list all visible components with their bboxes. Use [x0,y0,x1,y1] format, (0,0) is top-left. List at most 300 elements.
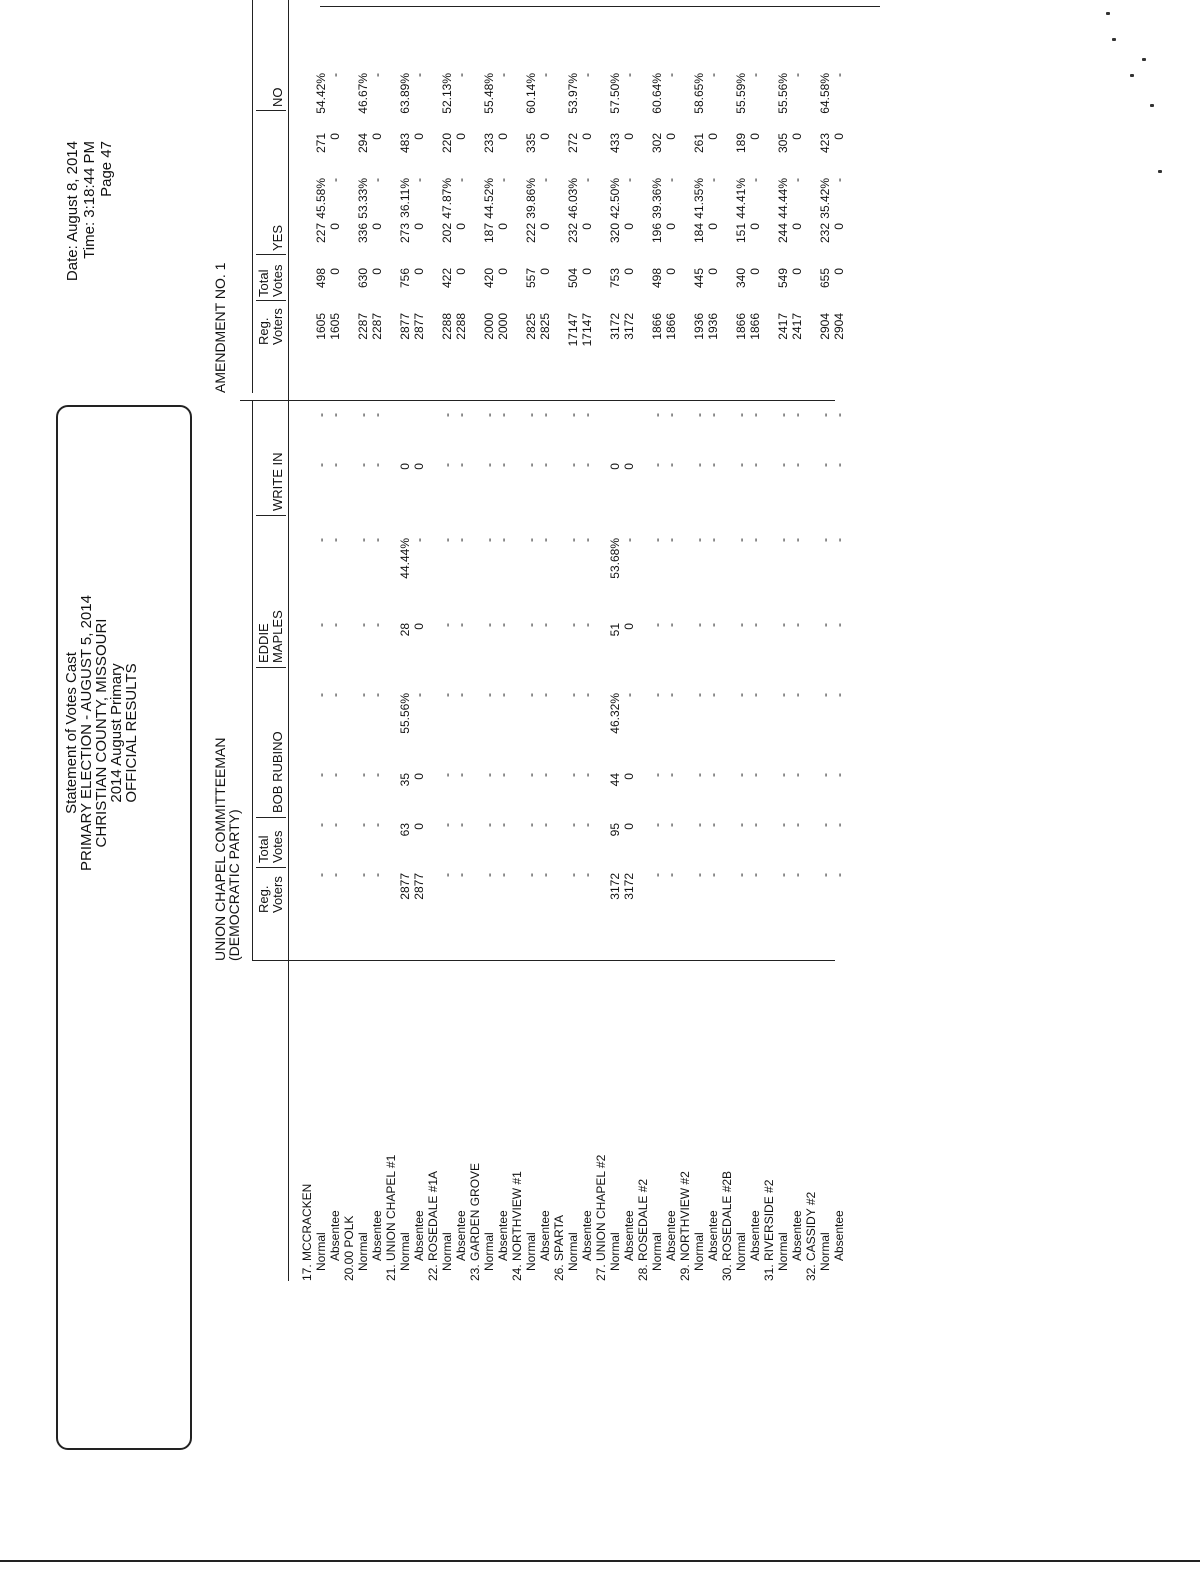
amendment-cell: 271 [314,133,328,154]
amendment-cell: 2000 [496,313,510,340]
table-row [440,0,454,1573]
amendment-cell: 17147 [580,313,594,347]
committeeman-cell: - [314,463,328,467]
committeeman-cell: - [748,538,762,542]
vote-type-label: Absentee [454,1210,468,1261]
table-row [356,0,370,1573]
committeeman-cell: - [790,773,804,777]
committeeman-cell: - [748,623,762,627]
committeeman-cell: - [496,773,510,777]
precinct-row [384,0,398,1573]
amendment-cell: 44.41% [734,178,748,219]
committeeman-cell: - [818,773,832,777]
amendment-cell: 2877 [398,313,412,340]
col-divider [256,110,286,111]
amendment-cell: 1605 [314,313,328,340]
committeeman-cell: - [370,538,384,542]
table-row [314,0,328,1573]
col-divider [256,300,286,301]
committeeman-cell: - [440,413,454,417]
committeeman-cell: - [356,823,370,827]
amendment-cell: 504 [566,268,580,289]
committeeman-cell: - [370,413,384,417]
committeeman-cell: - [524,623,538,627]
amendment-cell: - [622,178,636,182]
committeeman-cell: - [328,623,342,627]
amendment-cell: 0 [622,133,636,140]
amendment-cell: - [454,178,468,182]
committeeman-cell: - [454,873,468,877]
amendment-cell: - [328,73,342,77]
amendment-cell: - [538,178,552,182]
committeeman-cell: - [650,538,664,542]
committeeman-cell: - [482,413,496,417]
amendment-cell: 445 [692,268,706,289]
amendment-cell: 53.97% [566,73,580,114]
amendment-cell: 3172 [622,313,636,340]
committeeman-cell: - [650,873,664,877]
committeeman-cell: 46.32% [608,693,622,734]
committeeman-cell: - [328,693,342,697]
contest1-title: UNION CHAPEL COMMITTEEMAN [212,737,228,961]
committeeman-cell: - [818,623,832,627]
committeeman-cell: - [454,773,468,777]
amendment-cell: 423 [818,133,832,154]
amendment-cell: 336 [356,223,370,244]
committeeman-cell: - [692,538,706,542]
committeeman-cell: - [496,538,510,542]
amendment-cell: 272 [566,133,580,154]
amendment-cell: 47.87% [440,178,454,219]
amendment-cell: 0 [370,133,384,140]
amendment-cell: 35.42% [818,178,832,219]
table-row [580,0,594,1573]
amendment-cell: 0 [622,223,636,230]
table-row [454,0,468,1573]
amendment-cell: 1936 [706,313,720,340]
committeeman-cell: - [706,693,720,697]
precinct-name: 20.00 POLK [342,1215,356,1281]
committeeman-cell: - [818,873,832,877]
amendment-cell: 422 [440,268,454,289]
committeeman-cell: - [356,538,370,542]
committeeman-cell: 0 [398,463,412,470]
amendment-cell: 46.67% [356,73,370,114]
contest2-total-header-2: Votes [270,264,285,297]
committeeman-cell: - [692,823,706,827]
amendment-cell: - [370,178,384,182]
amendment-cell: 335 [524,133,538,154]
table-row [664,0,678,1573]
election-name: PRIMARY ELECTION - AUGUST 5, 2014 [78,595,95,871]
committeeman-cell: - [314,693,328,697]
report-meta [64,141,115,291]
amendment-cell: 189 [734,133,748,154]
table-row [398,0,412,1573]
amendment-cell: 220 [440,133,454,154]
committeeman-cell: - [328,873,342,877]
committeeman-cell: - [818,413,832,417]
committeeman-cell: - [370,823,384,827]
amendment-cell: 2287 [356,313,370,340]
committeeman-cell: 63 [398,823,412,837]
amendment-cell: - [370,73,384,77]
table-row [706,0,720,1573]
committeeman-cell: - [496,873,510,877]
amendment-cell: 0 [496,223,510,230]
committeeman-cell: - [734,693,748,697]
committeeman-cell: - [776,873,790,877]
committeeman-cell: - [524,823,538,827]
contest2-header-rule [252,0,253,393]
committeeman-cell: - [538,538,552,542]
committeeman-cell: - [482,463,496,467]
amendment-cell: 433 [608,133,622,154]
amendment-cell: 39.36% [650,178,664,219]
col-divider [256,515,286,516]
amendment-cell: 2877 [412,313,426,340]
table-row [734,0,748,1573]
vote-type-label: Normal [776,1232,790,1271]
precinct-name: 22. ROSEDALE #1A [426,1170,440,1281]
vote-type-label: Absentee [412,1210,426,1261]
committeeman-cell: - [580,823,594,827]
committeeman-cell: - [440,623,454,627]
precinct-row [720,0,734,1573]
amendment-cell: 44.52% [482,178,496,219]
candidate-eddie-maples-1: EDDIE [256,623,271,663]
committeeman-cell: - [706,623,720,627]
table-row [608,0,622,1573]
committeeman-cell: - [328,413,342,417]
contest2-title: AMENDMENT NO. 1 [212,262,228,393]
amendment-cell: - [706,178,720,182]
committeeman-cell: 3172 [608,873,622,900]
committeeman-cell: - [482,538,496,542]
col-divider [256,867,286,868]
committeeman-cell: - [650,693,664,697]
amendment-cell: 184 [692,223,706,244]
committeeman-cell: - [818,463,832,467]
amendment-cell: 756 [398,268,412,289]
vote-type-label: Absentee [370,1210,384,1261]
committeeman-cell: - [538,823,552,827]
committeeman-cell: - [440,538,454,542]
committeeman-cell: - [440,873,454,877]
committeeman-cell: - [706,463,720,467]
committeeman-cell: - [748,413,762,417]
amendment-cell: 498 [314,268,328,289]
amendment-cell: 0 [412,133,426,140]
amendment-cell: 0 [832,223,846,230]
vote-type-label: Normal [608,1232,622,1271]
committeeman-cell: 0 [622,773,636,780]
amendment-cell: 0 [328,223,342,230]
vote-type-label: Normal [818,1232,832,1271]
precinct-row [762,0,776,1573]
committeeman-cell: 35 [398,773,412,787]
amendment-cell: 42.50% [608,178,622,219]
contest1-total-header-2: Votes [270,830,285,863]
committeeman-cell: - [776,693,790,697]
committeeman-cell: - [790,623,804,627]
amendment-cell: 0 [580,268,594,275]
precinct-name: 21. UNION CHAPEL #1 [384,1154,398,1281]
page-number: Page 47 [98,141,115,197]
election-subtitle: 2014 August Primary [108,663,125,803]
amendment-cell: 0 [328,133,342,140]
amendment-cell: - [412,178,426,182]
committeeman-cell: - [748,823,762,827]
committeeman-cell: - [370,773,384,777]
amendment-cell: 57.50% [608,73,622,114]
amendment-cell: 227 [314,223,328,244]
committeeman-cell: 2877 [398,873,412,900]
amendment-cell: 232 [566,223,580,244]
committeeman-cell: - [482,623,496,627]
candidate-write-in: WRITE IN [270,452,285,511]
committeeman-cell: - [440,823,454,827]
report-date: Date: August 8, 2014 [64,141,81,282]
committeeman-cell: - [790,823,804,827]
committeeman-cell: 0 [412,463,426,470]
vote-type-label: Absentee [328,1210,342,1261]
amendment-cell: 0 [706,268,720,275]
amendment-cell: - [622,73,636,77]
committeeman-cell: - [664,823,678,827]
vote-type-label: Absentee [538,1210,552,1261]
committeeman-cell: - [538,693,552,697]
committeeman-cell: - [734,823,748,827]
table-row [622,0,636,1573]
amendment-cell: 261 [692,133,706,154]
committeeman-cell: - [328,823,342,827]
amendment-cell: 0 [706,223,720,230]
committeeman-cell: - [664,693,678,697]
committeeman-cell: - [664,413,678,417]
committeeman-cell: - [412,538,426,542]
amendment-cell: 0 [706,133,720,140]
committeeman-cell: 28 [398,623,412,637]
committeeman-cell: - [580,873,594,877]
committeeman-cell: - [454,538,468,542]
amendment-cell: 320 [608,223,622,244]
amendment-cell: - [664,73,678,77]
amendment-cell: - [412,73,426,77]
committeeman-cell: - [482,823,496,827]
amendment-cell: 232 [818,223,832,244]
contest1-subtitle: (DEMOCRATIC PARTY) [226,809,242,961]
committeeman-cell: - [748,463,762,467]
vote-type-label: Normal [650,1232,664,1271]
committeeman-cell: - [790,693,804,697]
committeeman-cell: - [776,773,790,777]
amendment-yes-header: YES [270,224,285,251]
vote-type-label: Normal [314,1232,328,1271]
precinct-name: 26. SPARTA [552,1214,566,1281]
committeeman-cell: - [412,693,426,697]
amendment-cell: 0 [664,133,678,140]
vote-type-label: Absentee [664,1210,678,1261]
amendment-cell: 0 [454,268,468,275]
committeeman-cell: - [580,538,594,542]
amendment-cell: - [580,178,594,182]
committeeman-cell: - [664,623,678,627]
committeeman-cell: 3172 [622,873,636,900]
committeeman-cell: - [664,773,678,777]
amendment-cell: 420 [482,268,496,289]
committeeman-cell: - [664,463,678,467]
committeeman-cell: - [566,413,580,417]
committeeman-cell: - [496,623,510,627]
committeeman-cell: - [818,693,832,697]
committeeman-cell: - [706,823,720,827]
vote-type-label: Normal [566,1232,580,1271]
contest2-total-header-1: Total [256,269,271,297]
table-row [776,0,790,1573]
table-row [524,0,538,1573]
precinct-name: 28. ROSEDALE #2 [636,1178,650,1281]
committeeman-cell: - [748,773,762,777]
committeeman-cell: - [706,538,720,542]
committeeman-cell: - [734,413,748,417]
amendment-cell: 3172 [608,313,622,340]
col-divider [256,817,286,818]
committeeman-cell: - [538,773,552,777]
committeeman-cell: - [734,463,748,467]
committeeman-cell: - [524,773,538,777]
committeeman-cell: 55.56% [398,693,412,734]
amendment-cell: 630 [356,268,370,289]
committeeman-cell: - [692,873,706,877]
report-title: Statement of Votes Cast [63,652,80,814]
committeeman-cell: - [496,693,510,697]
amendment-cell: 2417 [776,313,790,340]
committeeman-cell: - [538,413,552,417]
candidate-bob-rubino: BOB RUBINO [270,731,285,813]
committeeman-cell: - [482,873,496,877]
table-row [370,0,384,1573]
table-row [496,0,510,1573]
amendment-cell: - [538,73,552,77]
amendment-cell: 0 [538,268,552,275]
amendment-cell: 1866 [748,313,762,340]
contest1-header-rule [252,401,253,961]
precinct-row [426,0,440,1573]
committeeman-cell: - [440,463,454,467]
committeeman-cell: - [328,538,342,542]
amendment-cell: - [832,178,846,182]
vote-type-label: Normal [524,1232,538,1271]
amendment-cell: 222 [524,223,538,244]
precinct-row [804,0,818,1573]
committeeman-cell: - [692,463,706,467]
amendment-cell: 52.13% [440,73,454,114]
amendment-cell: 2287 [370,313,384,340]
committeeman-cell: 2877 [412,873,426,900]
amendment-cell: 0 [580,223,594,230]
amendment-cell: 55.59% [734,73,748,114]
committeeman-cell: 0 [412,623,426,630]
amendment-cell: 63.89% [398,73,412,114]
committeeman-cell: - [356,413,370,417]
committeeman-cell: - [454,823,468,827]
amendment-cell: 0 [370,268,384,275]
committeeman-cell: - [496,413,510,417]
committeeman-cell: - [832,538,846,542]
committeeman-cell: - [790,463,804,467]
committeeman-cell: - [356,463,370,467]
amendment-cell: 233 [482,133,496,154]
amendment-cell: 0 [538,133,552,140]
table-row [748,0,762,1573]
amendment-cell: 1866 [650,313,664,340]
precinct-name: 31. RIVERSIDE #2 [762,1179,776,1281]
precinct-row [300,0,314,1573]
committeeman-cell: - [692,413,706,417]
committeeman-cell: - [482,773,496,777]
committeeman-cell: - [370,693,384,697]
amendment-cell: 340 [734,268,748,289]
committeeman-cell: - [440,693,454,697]
committeeman-cell: - [832,693,846,697]
amendment-cell: 0 [622,268,636,275]
committeeman-cell: - [496,823,510,827]
amendment-cell: 2288 [454,313,468,340]
committeeman-cell: - [706,873,720,877]
committeeman-cell: - [328,773,342,777]
committeeman-cell: - [832,873,846,877]
precinct-row [678,0,692,1573]
table-row [832,0,846,1573]
amendment-cell: 0 [790,268,804,275]
amendment-cell: 0 [412,268,426,275]
amendment-cell: 202 [440,223,454,244]
amendment-cell: 54.42% [314,73,328,114]
committeeman-cell: 0 [412,773,426,780]
committeeman-cell: - [580,463,594,467]
precinct-name: 24. NORTHVIEW #1 [510,1171,524,1281]
committeeman-cell: - [734,873,748,877]
table-row [818,0,832,1573]
amendment-cell: - [748,73,762,77]
committeeman-cell: - [524,693,538,697]
committeeman-cell: - [832,413,846,417]
committeeman-cell: 0 [622,823,636,830]
committeeman-cell: - [454,693,468,697]
committeeman-cell: - [524,463,538,467]
amendment-cell: 46.03% [566,178,580,219]
committeeman-cell: - [356,623,370,627]
amendment-cell: 55.56% [776,73,790,114]
vote-type-label: Normal [482,1232,496,1271]
amendment-cell: 294 [356,133,370,154]
amendment-cell: 2825 [524,313,538,340]
committeeman-cell: - [356,773,370,777]
contest1-total-header-1: Total [256,835,271,863]
committeeman-cell: - [580,773,594,777]
amendment-cell: 0 [412,223,426,230]
amendment-cell: - [580,73,594,77]
committeeman-cell: - [566,538,580,542]
committeeman-cell: - [566,773,580,777]
committeeman-cell: 0 [412,823,426,830]
amendment-cell: 0 [832,268,846,275]
committeeman-cell: - [580,623,594,627]
amendment-cell: 1866 [664,313,678,340]
committeeman-cell: - [622,693,636,697]
committeeman-cell: - [370,873,384,877]
